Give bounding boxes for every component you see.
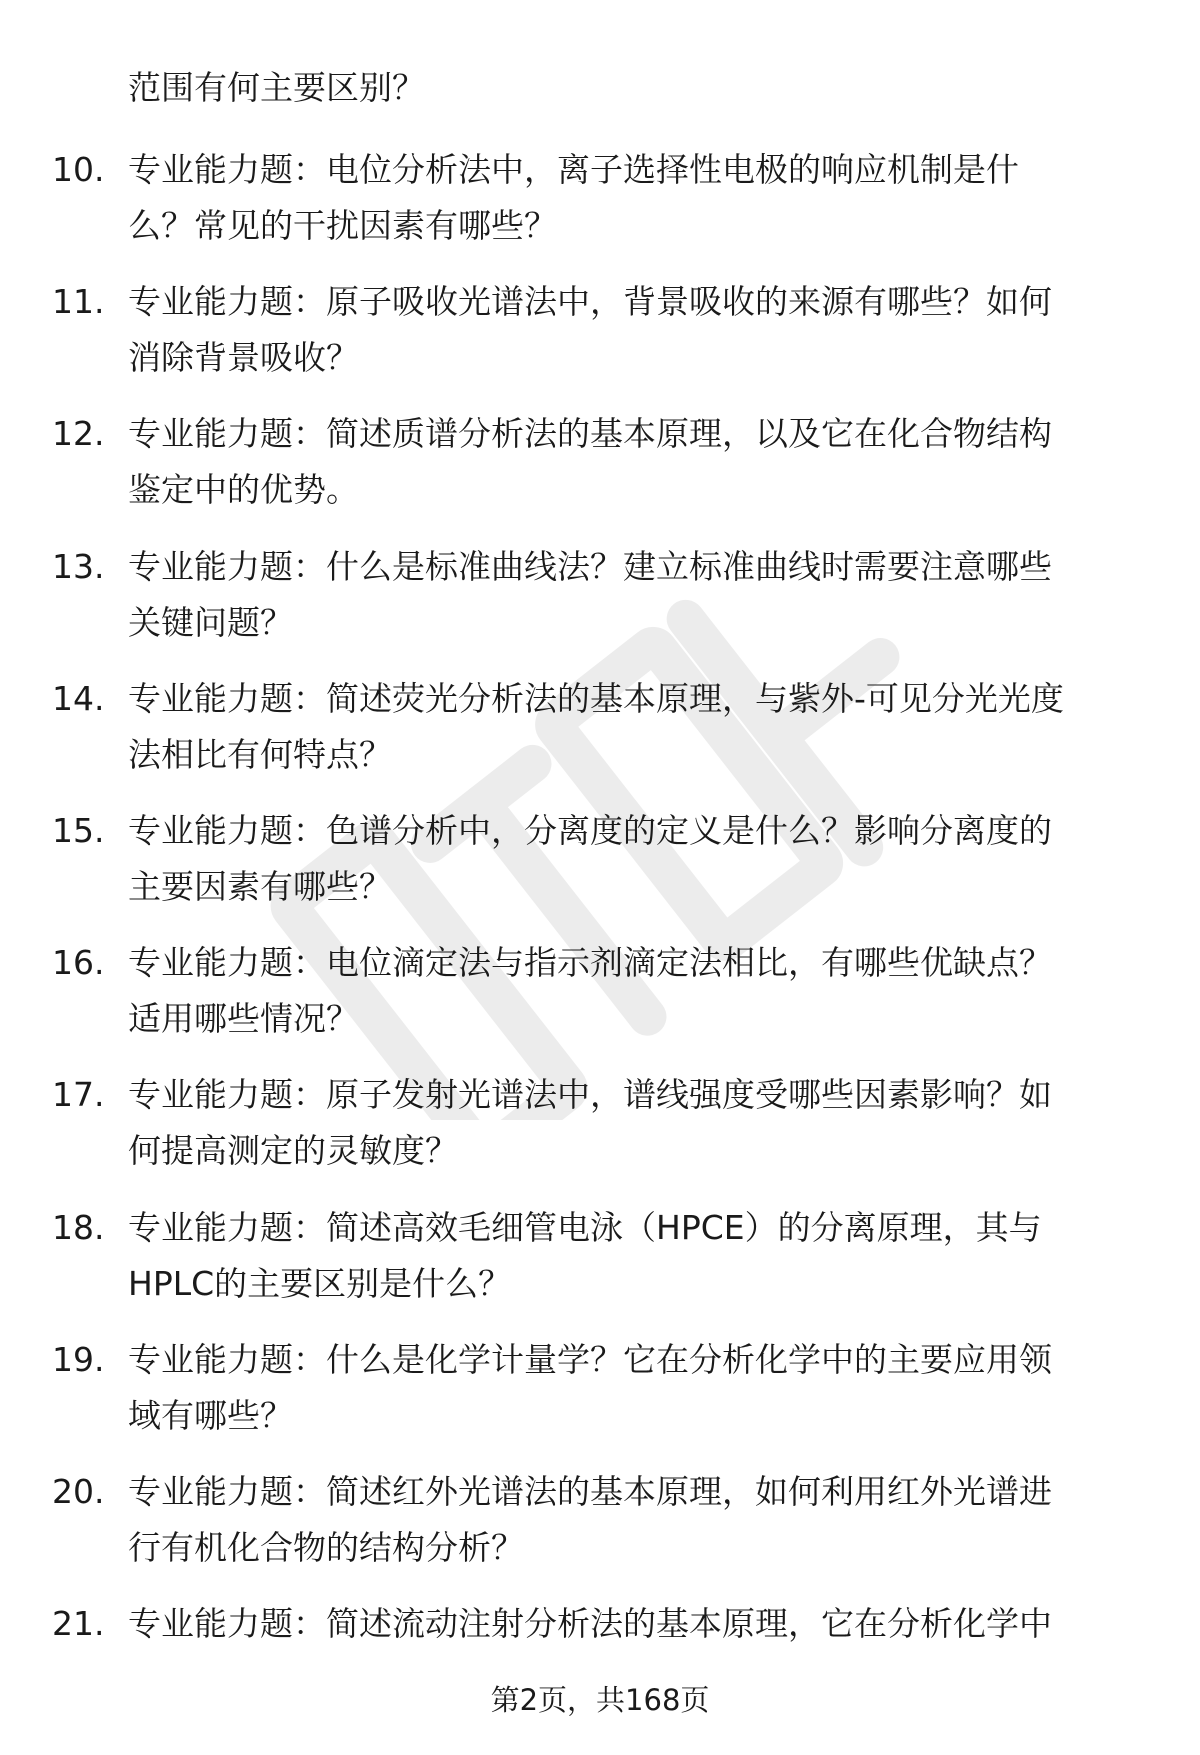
question-text [128, 1332, 1148, 1444]
question-text-line: 专业能力题：简述流动注射分析法的基本原理，它在分析化学中 [128, 1604, 1052, 1644]
question-text [128, 1596, 1148, 1652]
question-text [128, 671, 1148, 783]
question-text-line: 专业能力题：简述荧光分析法的基本原理，与紫外-可见分光光度 [128, 678, 1064, 718]
question-item [0, 935, 1200, 1067]
question-text-line: 专业能力题：电位分析法中，离子选择性电极的响应机制是什 [128, 150, 1019, 189]
question-text-line: 专业能力题：色谱分析中，分离度的定义是什么？影响分离度的 [128, 810, 1052, 850]
question-text [128, 142, 1148, 254]
question-text-line: 域有哪些？ [128, 1395, 293, 1435]
question-text-line: 专业能力题：什么是标准曲线法？建立标准曲线时需要注意哪些 [128, 546, 1052, 586]
page-number-footer: 第2页，共168页 [490, 1683, 710, 1717]
question-number: 17. [52, 1075, 105, 1115]
question-text-line: 适用哪些情况？ [128, 999, 359, 1039]
question-text-line: 专业能力题：原子吸收光谱法中，背景吸收的来源有哪些？如何 [128, 282, 1052, 322]
question-text [128, 935, 1148, 1047]
question-item [0, 1332, 1200, 1464]
question-text [128, 274, 1148, 386]
question-text-line: 专业能力题：电位滴定法与指示剂滴定法相比，有哪些优缺点？ [128, 943, 1052, 983]
question-item [0, 671, 1200, 803]
question-text-line: 何提高测定的灵敏度？ [128, 1131, 458, 1171]
question-text [128, 1200, 1148, 1312]
question-number: 18. [52, 1207, 105, 1247]
question-list [0, 142, 1200, 1728]
question-number: 20. [52, 1471, 105, 1511]
question-number: 15. [52, 810, 105, 850]
question-text-line: 鉴定中的优势。 [128, 470, 359, 510]
question-item [0, 1464, 1200, 1596]
question-item [0, 142, 1200, 274]
question-item [0, 406, 1200, 538]
question-number: 14. [52, 678, 105, 718]
question-number: 11. [52, 282, 105, 322]
question-text-line: 法相比有何特点？ [128, 734, 392, 774]
question-text-line: 专业能力题：简述质谱分析法的基本原理，以及它在化合物结构 [128, 414, 1052, 454]
question-text-line: HPLC的主要区别是什么？ [128, 1263, 512, 1303]
question-item [0, 803, 1200, 935]
question-number: 16. [52, 943, 105, 983]
question-item [0, 1200, 1200, 1332]
question-text-line: 专业能力题：原子发射光谱法中，谱线强度受哪些因素影响？如 [128, 1075, 1052, 1115]
question-text-line: 专业能力题：简述红外光谱法的基本原理，如何利用红外光谱进 [128, 1471, 1052, 1511]
question-text [128, 1464, 1148, 1576]
question-text-line: 专业能力题：简述高效毛细管电泳（HPCE）的分离原理，其与 [128, 1207, 1042, 1247]
question-number: 12. [52, 414, 105, 454]
question-number: 13. [52, 546, 105, 586]
question-text [128, 803, 1148, 915]
question-text [128, 539, 1148, 651]
question-text-line: 消除背景吸收？ [128, 338, 359, 378]
continuation-text: 范围有何主要区别？ [128, 68, 425, 107]
question-number: 21. [52, 1604, 105, 1644]
question-item [0, 1067, 1200, 1199]
question-text-line: 专业能力题：什么是化学计量学？它在分析化学中的主要应用领 [128, 1339, 1052, 1379]
question-number: 10. [52, 150, 105, 189]
question-text [128, 1067, 1148, 1179]
question-text-line: 行有机化合物的结构分析？ [128, 1527, 524, 1567]
question-text-line: 主要因素有哪些？ [128, 866, 392, 906]
question-item [0, 539, 1200, 671]
question-text [128, 406, 1148, 518]
question-number: 19. [52, 1339, 105, 1379]
question-item [0, 274, 1200, 406]
question-text-line: 么？常见的干扰因素有哪些？ [128, 206, 557, 245]
question-text-line: 关键问题？ [128, 602, 293, 642]
